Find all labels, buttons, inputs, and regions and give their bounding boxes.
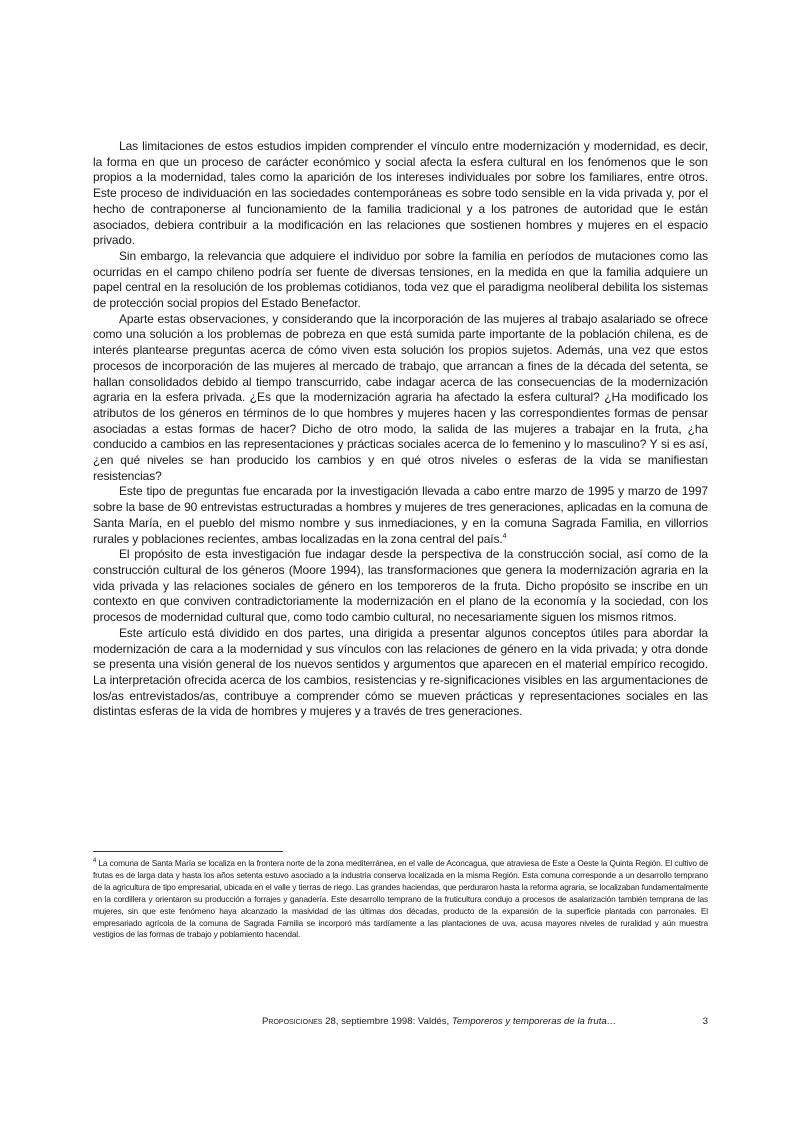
footnote — [93, 858, 708, 941]
page-number: 3 — [702, 1016, 708, 1027]
paragraph-text: Este tipo de preguntas fue encarada por la investigación llevada a cabo entre marzo de 1995 y marzo de 1997 sobre la base de 90 entrevistas estructuradas a hombres y mujeres de tres generaciones, aplicadas en la comuna de Santa María, en el pueblo del mismo nombre y sus inmediaciones, y en la comuna Sagrada Familia, en villorrios rurales y poblaciones recientes, ambas localizadas en la zona central del país. — [93, 484, 708, 546]
paragraph: Este artículo está dividido en dos partes, una dirigida a presentar algunos conceptos útiles para abordar la modernización de cara a la modernidad y sus vínculos con las relaciones de género en la vida privada; y otra donde se presenta una visión general de los nuevos sentidos y argumentos que aparecen en el material empírico recogido. La interpretación ofrecida acerca de los cambios, resistencias y re-significaciones visibles en las argumentaciones de los/as entrevistados/as, contribuye a comprender cómo se mueven prácticas y representaciones sociales en las distintas esferas de la vida de hombres y mujeres y a través de tres generaciones. — [93, 625, 708, 719]
paragraph: Las limitaciones de estos estudios impiden comprender el vínculo entre modernización y modernidad, es decir, la forma en que un proceso de carácter económico y social afecta la esfera cultural en los fenómenos que le son propios a la modernidad, tales como la aparición de los intereses individuales por sobre los familiares, entre otros. Este proceso de individuación en las sociedades contemporáneas es sobre todo sensible en la vida privada y, por el hecho de contraponerse al funcionamiento de la familia tradicional y a los patrones de autoridad que le están asociados, debiera contribuir a la modificación en las relaciones que sostienen hombres y mujeres en el espacio privado. — [93, 139, 708, 248]
footnote-text: La comuna de Santa María se localiza en la frontera norte de la zona mediterránea, en el valle de Aconcagua, que atraviesa de Este a Oeste la Quinta Región. El cultivo de frutas es de larga data y hasta los años setenta estuvo asociado a la industria conserva localizada en la misma Región. Esta comuna corresponde a un desarrollo temprano de la agricultura de tipo empresarial, ubicada en el valle y tierras de riego. Las grandes haciendas, que perduraron hasta la reforma agraria, se localizaban fundamentalmente en la cordillera y orientaron su producción a forrajes y ganadería. Este desarrollo temprano de la fruticultura condujo a procesos de asalarización también temprana de las mujeres, sin que este fenómeno haya alcanzado la masividad de las últimas dos décadas, producto de la expansión de la superficie plantada con parronales. El empresariado agrícola de la comuna de Sagrada Familia se incorporó más tardíamente a las plantaciones de uva, acusa mayores niveles de ruralidad y aún muestra vestigios de las formas de trabajo y poblamiento hacendal. — [93, 858, 709, 940]
footnote-reference: 4 — [502, 532, 507, 540]
paragraph — [93, 484, 708, 547]
paragraph: El propósito de esta investigación fue indagar desde la perspectiva de la construcción social, así como de la construcción cultural de los géneros (Moore 1994), las transformaciones que genera la modernización agraria en la vida privada y las relaciones sociales de género en los temporeros de la fruta. Dicho propósito se inscribe en un contexto en que conviven contradictoriamente la modernización en el plano de la economía y la sociedad, con los procesos de modernidad cultural que, como todo cambio cultural, no necesariamente siguen los mismos ritmos. — [93, 547, 708, 625]
running-footer — [262, 1016, 708, 1028]
footnote-marker: 4 — [93, 858, 97, 865]
article-title: Temporeros y temporeras de la fruta… — [451, 1016, 617, 1027]
paragraph: Aparte estas observaciones, y considerando que la incorporación de las mujeres al trabajo asalariado se ofrece como una solución a los problemas de pobreza en que está sumida parte importante de la población chilena, es de interés plantearse preguntas acerca de cómo viven esta solución los propios sujetos. Además, una vez que estos procesos de incorporación de las mujeres al mercado de trabajo, que arrancan a fines de la década del setenta, se hallan consolidados debido al tiempo transcurrido, cabe indagar acerca de las consecuencias de la modernización agraria en la esfera privada. ¿Es que la modernización agraria ha afectado la esfera cultural? ¿Ha modificado los atributos de los géneros en términos de lo que hombres y mujeres hacen y las correspondientes formas de pensar asociadas a estas formas de hacer? Dicho de otro modo, la salida de las mujeres a trabajar en la fruta, ¿ha conducido a cambios en las representaciones y prácticas sociales acerca de lo femenino y lo masculino? Y si es así, ¿en qué niveles se han producido los cambios y en qué otros niveles o esferas de la vida se manifiestan resistencias? — [93, 311, 708, 483]
issue-info: 28, septiembre 1998: Valdés, — [322, 1016, 452, 1027]
body-text — [93, 139, 708, 720]
footnote-separator — [93, 851, 283, 852]
journal-name: Proposiciones — [262, 1016, 323, 1027]
paragraph: Sin embargo, la relevancia que adquiere el individuo por sobre la familia en períodos de mutaciones como las ocurridas en el campo chileno podría ser fuente de diversas tensiones, en la medida en que la familia adquiere un papel central en la resolución de los problemas cotidianos, toda vez que el paradigma neoliberal debilita los sistemas de protección social propios del Estado Benefactor. — [93, 248, 708, 311]
